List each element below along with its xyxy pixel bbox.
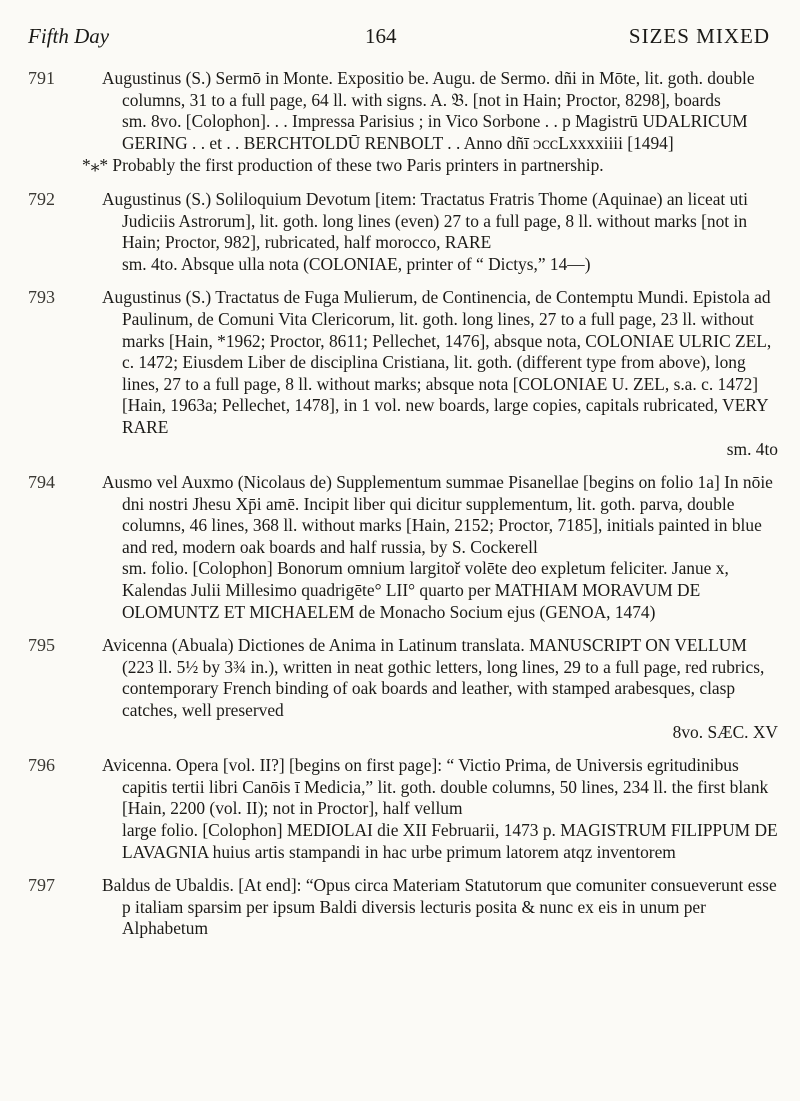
catalogue-entry xyxy=(28,189,778,275)
page-header xyxy=(28,24,770,54)
lot-number: 795 xyxy=(28,635,55,656)
entry-description: Baldus de Ubaldis. [At end]: “Opus circa Materiam Statutorum que comuniter consueverunt esse p italiam sparsim per ipsum Baldi diversis lecturis posita & nunc ex eis in unum per Alphabetum xyxy=(102,875,777,939)
catalogue-entry xyxy=(28,68,778,177)
catalogue-entry xyxy=(28,472,778,623)
entry-description: Avicenna (Abuala) Dictiones de Anima in Latinum translata. MANUSCRIPT ON VELLUM (223 ll. 5½ by 3¾ in.), written in neat gothic letters, long lines, 29 to a full page, red rubrics, contemporary French binding of oak boards and leather, with stamped arabesques, clasp catches, well preserved xyxy=(102,635,765,721)
lot-number: 793 xyxy=(28,287,55,308)
catalogue-entry xyxy=(28,755,778,863)
lot-number: 791 xyxy=(28,68,55,88)
entry-colophon: large folio. [Colophon] MEDIOLAI die XII Februarii, 1473 p. MAGISTRUM FILIPPUM DE LAVAGNIA huius artis stampandi in hac urbe primum latorem atqz inventorem xyxy=(122,820,778,862)
catalogue-entry xyxy=(28,875,778,940)
lot-number: 794 xyxy=(28,472,55,493)
entry-colophon: 8vo. SÆC. XV xyxy=(672,721,778,742)
entry-description: Augustinus (S.) Sermō in Monte. Expositio be. Augu. de Sermo. dñi in Mōte, lit. goth. double columns, 31 to a full page, 64 ll. with signs. A. 𝔅. [not in Hain; Proctor, 8298], boards xyxy=(102,68,755,110)
lot-number: 792 xyxy=(28,188,55,209)
entry-colophon: sm. folio. [Colophon] Bonorum omnium largitoř volēte deo expletum feliciter. Janue x, Kalendas Julii Millesimo quadrigēte° LII° quarto per MATHIAM MORAVUM DE OLOMUNTZ ET MICHAELEM de Monacho Socium ejus (GENOA, 1474) xyxy=(122,558,729,622)
entry-description: Augustinus (S.) Tractatus de Fuga Mulierum, de Continencia, de Contemptu Mundi. Epistola ad Paulinum, de Comuni Vita Clericorum, lit. goth. long lines, 27 to a full page, 23 ll. without marks [Hain, *1962; Proctor, 8611; Pellechet, 1476], absque nota, COLONIAE ULRIC ZEL, c. 1472; Eiusdem Liber de disciplina Cristiana, lit. goth. (different type from above), long lines, 27 to a full page, 8 ll. without marks; absque nota [COLONIAE U. ZEL, s.a. c. 1472] [Hain, 1963a; Pellechet, 1478], in 1 vol. new boards, large copies, capitals rubricated, VERY RARE xyxy=(102,287,772,437)
entry-description: Ausmo vel Auxmo (Nicolaus de) Supplementum summae Pisanellae [begins on folio 1a] In nōie dni nostri Jhesu Xp̄i amē. Incipit liber qui dicitur supplementum, lit. goth. parva, double columns, 46 lines, 368 ll. without marks [Hain, 2152; Proctor, 7185], initials painted in blue and red, modern oak boards and half russia, by S. Cockerell xyxy=(102,472,773,557)
entry-colophon: sm. 4to. Absque ulla nota (COLONIAE, printer of “ Dictys,” 14—) xyxy=(122,253,591,274)
lot-number: 797 xyxy=(28,875,55,896)
page-number: 164 xyxy=(365,24,397,48)
entry-colophon: sm. 4to xyxy=(726,438,778,459)
catalogue-entries xyxy=(28,68,778,952)
catalogue-entry xyxy=(28,635,778,743)
section-label: SIZES MIXED xyxy=(628,24,770,48)
entry-description: Augustinus (S.) Soliloquium Devotum [item: Tractatus Fratris Thome (Aquinae) an liceat uti Judiciis Astrorum], lit. goth. long lines (even) 27 to a full page, 8 ll. without marks [not in Hain; Proctor, 982], rubricated, half morocco, RARE xyxy=(102,188,748,253)
entry-colophon: sm. 8vo. [Colophon]. . . Impressa Parisius ; in Vico Sorbone . . p Magistrū UDALRICUM GERING . . et . . BERCHTOLDŪ RENBOLT . . Anno dñī ᴐᴄᴄLxxxxiiii [1494] xyxy=(122,111,748,153)
day-label: Fifth Day xyxy=(28,24,110,48)
lot-number: 796 xyxy=(28,755,55,776)
catalogue-entry xyxy=(28,287,778,460)
entry-description: Avicenna. Opera [vol. II?] [begins on first page]: “ Victio Prima, de Universis egritudinibus capitis tertii libri Canōis ī Medicia,” lit. goth. double columns, 50 lines, 234 ll. the first blank [Hain, 2200 (vol. II); not in Proctor], half vellum xyxy=(102,755,769,819)
entry-note: *⁎* Probably the first production of these two Paris printers in partnership. xyxy=(82,155,604,176)
